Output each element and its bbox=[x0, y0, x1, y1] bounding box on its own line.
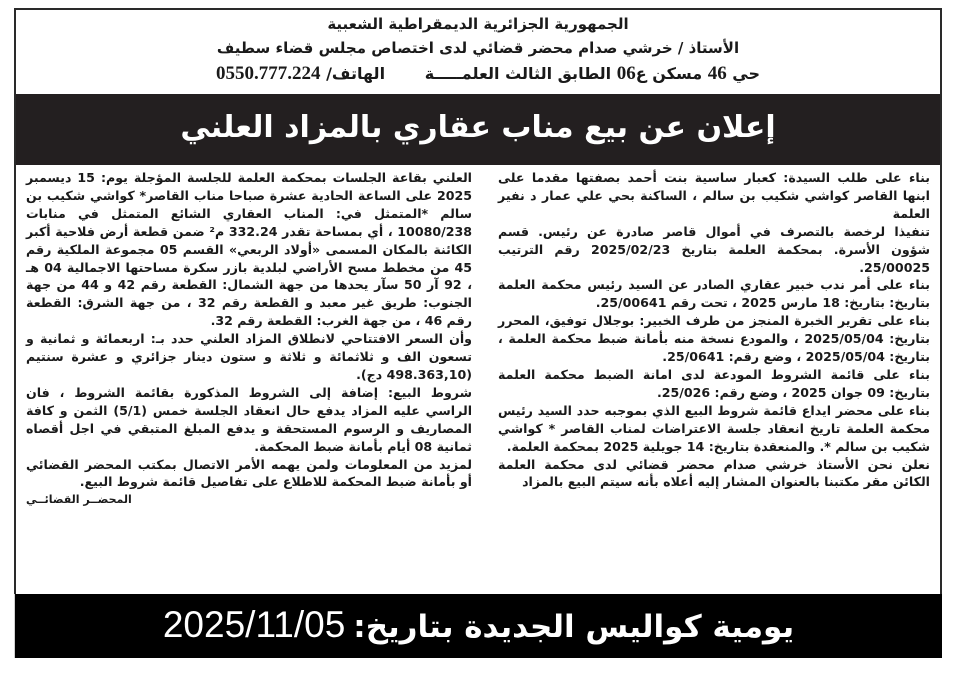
title-band bbox=[16, 94, 940, 165]
right-column bbox=[498, 169, 930, 491]
paragraph: تنفيذا لرخصة بالتصرف في أموال قاصر صادرة عن رئيس. قسم شؤون الأسرة. بمحكمة العلمة بتاريخ 2025/02/23 رقم الترتيب 25/00025. bbox=[498, 223, 930, 275]
paragraph: بناء على تقرير الخبرة المنجز من طرف الخبير: بوجلال توفيق، المحرر بتاريخ: 2025/05/04 ، والمودع نسخة منه بأمانة ضبط محكمة العلمة ، بتاريخ: 2025/05/04 ، وضع رقم: 25/0641. bbox=[498, 313, 930, 365]
paragraph: بناء على قائمة الشروط المودعة لدى امانة الضبط محكمة العلمة بتاريخ: 09 جوان 2025 ، وضع رقم: 25/026. bbox=[498, 366, 930, 400]
address-number-2: 06 bbox=[616, 63, 636, 84]
address-suffix: الطابق الثالث العلمـــــة bbox=[424, 64, 612, 83]
address-prefix: حي bbox=[732, 64, 760, 83]
paragraph: نعلن نحن الأستاذ خرشي صدام محضر قضائي لدى محكمة العلمة الكائن مقر مكتبنا بالعنوان المشار إليه أعلاه بأنه سيتم البيع بالمزاد bbox=[498, 456, 930, 490]
publication-date: 2025/11/05 bbox=[162, 604, 346, 645]
signature: المحضــر القضائــي bbox=[26, 493, 132, 507]
left-column bbox=[26, 169, 472, 508]
republic-heading: الجمهورية الجزائرية الديمقراطية الشعبية bbox=[327, 15, 629, 33]
publication-label bbox=[163, 602, 794, 650]
office-address bbox=[425, 62, 760, 86]
phone bbox=[216, 62, 385, 86]
paragraph: العلني بقاعة الجلسات بمحكمة العلمة للجلسة المؤجلة يوم: 15 ديسمبر 2025 على الساعة الحادية عشرة صباحا مناب القاصر* كواشي شكيب بن سالم *المتمثل في: المناب العقاري الشائع المتمثل في منابات 10080/238 ، أي بمساحة تقدر 332.24 م² ضمن قطعة أرض فلاحية أكبر الكائنة بالمكان المسمى «أولاد الربعي» القسم 05 مجموعة الملكية رقم 45 من مخطط مسح الأراضي لبلدية بازر سكرة مساحتها الاجمالية 04 هـ ، 92 آر 50 سآر يحدها من جهة الشمال: القطعة رقم 42 و 44 من جهة الجنوب: طريق غير معبد و القطعة رقم 32 ، من جهة الشرق: القطعة رقم 46 ، من جهة الغرب: القطعة رقم 32. bbox=[26, 170, 472, 329]
notice-body bbox=[16, 165, 940, 596]
publication-name: يومية كواليس الجديدة بتاريخ: bbox=[353, 609, 795, 645]
paragraph: بناء على أمر ندب خبير عقاري الصادر عن السيد رئيس محكمة العلمة بتاريخ: بتاريخ: 18 مارس 2025 ، تحت رقم 25/00641. bbox=[498, 277, 930, 311]
paragraph: بناء على محضر ايداع قائمة شروط البيع الذي بموجبه حدد السيد رئيس محكمة العلمة تاريخ انعقاد جلسة الاعتراضات لمناب القاصر * كواشي شكيب بن سالم *. والمنعقدة بتاريخ: 14 جويلية 2025 بمحكمة العلمة. bbox=[498, 402, 930, 454]
footer-band bbox=[14, 594, 942, 658]
notice-frame bbox=[14, 8, 942, 594]
phone-number: 0550.777.224 bbox=[216, 63, 321, 84]
paragraph: لمزيد من المعلومات ولمن يهمه الأمر الاتصال بمكتب المحضر القضائي أو بأمانة ضبط المحكمة للاطلاع على تفاصيل قائمة شروط البيع. bbox=[26, 456, 472, 490]
bailiff-heading: الأستاذ / خرشي صدام محضر قضائي لدى اختصاص مجلس قضاء سطيف bbox=[216, 39, 740, 57]
address-mid: مسكن ع bbox=[635, 64, 703, 83]
contact-line bbox=[216, 62, 760, 86]
notice-header bbox=[16, 10, 940, 94]
paragraph: وأن السعر الافتتاحي لانطلاق المزاد العلني حدد بـ: اربعمائة و ثمانية و تسعون الف و ثلاثمائة و ثلاثة و ستون دينار جزائري و عشرة سنتيم (498.363,10 دج). bbox=[26, 331, 472, 382]
paragraph: بناء على طلب السيدة: كعبار ساسية بنت أحمد بصفتها مقدما على ابنها القاصر كواشي شكيب بن سالم ، الساكنة بحي علي عمار د نفير العلمة bbox=[498, 170, 930, 221]
phone-label: الهاتف/ bbox=[326, 64, 386, 83]
address-number-1: 46 bbox=[707, 63, 727, 84]
notice-title: إعلان عن بيع مناب عقاري بالمزاد العلني bbox=[180, 110, 776, 145]
paragraph: شروط البيع: إضافة إلى الشروط المذكورة بقائمة الشروط ، فان الراسي عليه المزاد يدفع حال انعقاد الجلسة خمس (5/1) الثمن و كافة المصاريف و الرسوم المستحقة و يدفع المبلغ المتبقي في اجل أقصاه ثمانية 08 أيام بأمانة ضبط المحكمة. bbox=[26, 384, 473, 454]
